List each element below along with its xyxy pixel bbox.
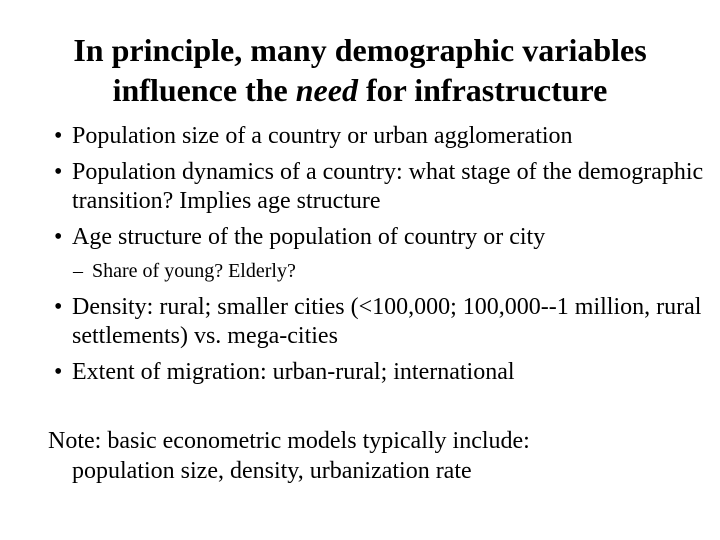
- bullet-item-population-size: [48, 122, 708, 151]
- slide-title: [0, 30, 720, 110]
- title-line-2-end: for infrastructure: [357, 72, 608, 108]
- title-emphasis: need: [295, 72, 358, 108]
- note-line-2: population size, density, urbanization rate: [72, 458, 472, 484]
- bullet-list: [48, 122, 708, 394]
- bullet-marker: •: [54, 224, 63, 250]
- bullet-text: Extent of migration: urban-rural; international: [72, 359, 515, 385]
- title-line-2-start: influence the: [112, 72, 296, 108]
- sub-bullet-item-share: [48, 259, 708, 283]
- bullet-item-migration: [48, 358, 708, 387]
- bullet-marker: •: [54, 123, 63, 149]
- bullet-item-population-dynamics: [48, 158, 708, 216]
- bullet-item-density: [48, 293, 708, 351]
- bullet-marker: •: [54, 359, 63, 385]
- bullet-text: Population dynamics of a country: what stage of the demographic transition? Implies age structure: [72, 159, 704, 214]
- bullet-text: Density: rural; smaller cities (<100,000; 100,000--1 million, rural settlements) vs. mega-cities: [72, 294, 702, 349]
- title-line-1: In principle, many demographic variables: [73, 32, 647, 68]
- dash-marker: –: [73, 260, 83, 282]
- bullet-marker: •: [54, 294, 63, 320]
- bullet-marker: •: [54, 159, 63, 185]
- bullet-text: Population size of a country or urban agglomeration: [72, 123, 573, 149]
- sub-bullet-text: Share of young? Elderly?: [92, 260, 296, 282]
- title-line-2: [0, 70, 720, 110]
- bullet-text: Age structure of the population of country or city: [72, 224, 546, 250]
- note-line-1: Note: basic econometric models typically include:: [48, 428, 530, 454]
- bullet-item-age-structure: [48, 223, 708, 252]
- note-paragraph: [48, 426, 688, 486]
